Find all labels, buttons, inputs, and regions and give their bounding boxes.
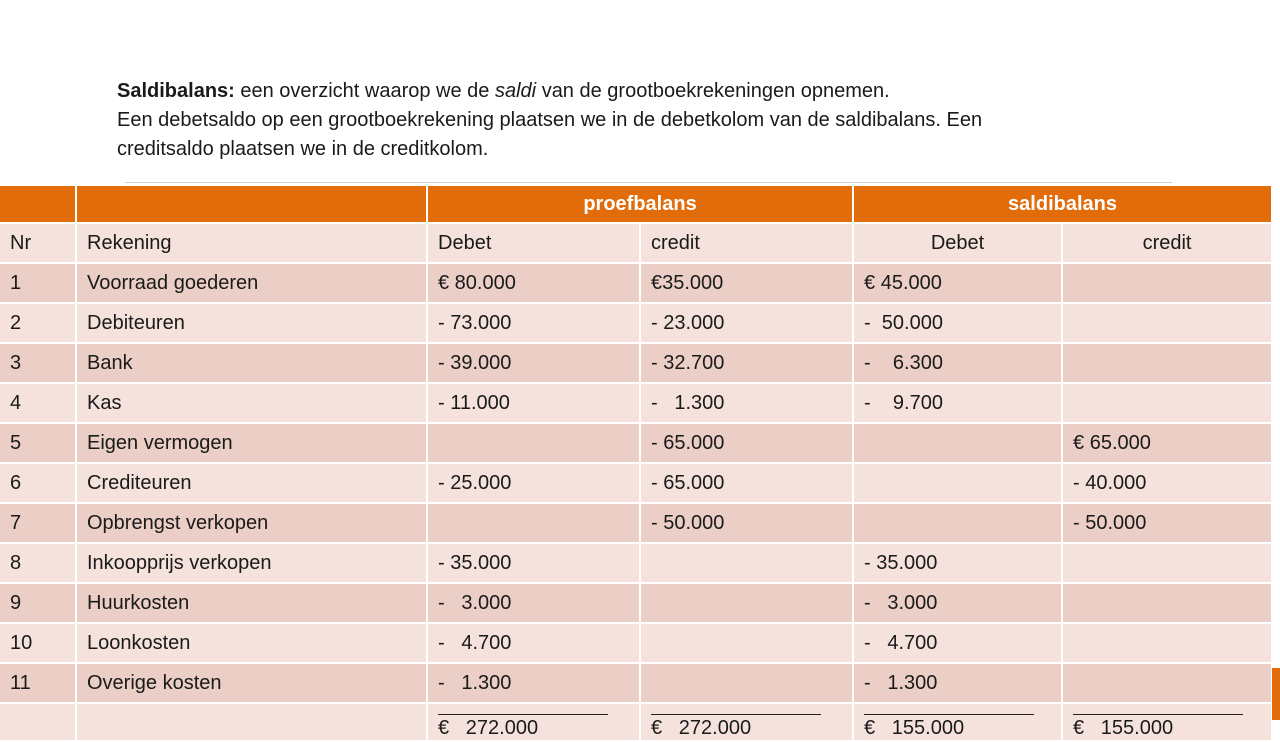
table-row [0,663,1272,703]
cell-pb-debet [427,503,640,543]
cell-pb-credit: - 65.000 [640,423,853,463]
table-row [0,423,1272,463]
cell-sb-credit [1062,383,1272,423]
cell-pb-credit: - 50.000 [640,503,853,543]
cell-nr: 9 [0,583,76,623]
table-row [0,303,1272,343]
balance-table [0,186,1273,742]
total-sb-debet [853,703,1062,741]
table-row [0,623,1272,663]
cell-nr: 11 [0,663,76,703]
cell-sb-debet [853,503,1062,543]
cell-pb-debet: - 73.000 [427,303,640,343]
cell-pb-credit [640,663,853,703]
total-value: € 272.000 [651,714,821,740]
total-empty [0,703,76,741]
cell-rekening: Opbrengst verkopen [76,503,427,543]
cell-rekening: Crediteuren [76,463,427,503]
cell-pb-debet: - 11.000 [427,383,640,423]
intro-line-1-pre: een overzicht waarop we de [240,80,490,102]
total-empty [76,703,427,741]
cell-pb-debet: - 35.000 [427,543,640,583]
table-row [0,463,1272,503]
cell-pb-credit: - 65.000 [640,463,853,503]
cell-pb-debet: - 4.700 [427,623,640,663]
cell-rekening: Inkoopprijs verkopen [76,543,427,583]
cell-nr: 6 [0,463,76,503]
divider [125,182,1172,183]
cell-sb-credit [1062,543,1272,583]
cell-sb-credit [1062,343,1272,383]
col-pb-credit: credit [640,223,853,263]
cell-rekening: Eigen vermogen [76,423,427,463]
total-pb-debet [427,703,640,741]
cell-sb-credit [1062,663,1272,703]
cell-sb-credit: - 40.000 [1062,463,1272,503]
cell-pb-debet [427,423,640,463]
cell-nr: 8 [0,543,76,583]
cell-sb-debet: - 9.700 [853,383,1062,423]
cell-pb-debet: - 25.000 [427,463,640,503]
cell-nr: 4 [0,383,76,423]
cell-nr: 5 [0,423,76,463]
cell-pb-debet: - 3.000 [427,583,640,623]
table-row [0,543,1272,583]
cell-sb-debet: - 6.300 [853,343,1062,383]
cell-sb-debet: - 35.000 [853,543,1062,583]
cell-rekening: Bank [76,343,427,383]
total-value: € 155.000 [864,714,1034,740]
cell-sb-debet: - 3.000 [853,583,1062,623]
header-saldibalans: saldibalans [853,186,1272,223]
cell-sb-credit [1062,263,1272,303]
total-value: € 155.000 [1073,714,1243,740]
cell-pb-debet: - 39.000 [427,343,640,383]
intro-italic-saldi: saldi [494,80,537,102]
cell-nr: 10 [0,623,76,663]
intro-line-1-post: van de grootboekrekeningen opnemen. [541,80,890,102]
total-pb-credit [640,703,853,741]
cell-rekening: Voorraad goederen [76,263,427,303]
intro-line-2: Een debetsaldo op een grootboekrekening plaatsen we in de debetkolom van de saldibalans. Een [117,109,983,131]
header-proefbalans: proefbalans [427,186,853,223]
totals-row [0,703,1272,741]
intro-line-3: creditsaldo plaatsen we in de creditkolom. [117,138,489,160]
col-sb-credit: credit [1062,223,1272,263]
cell-sb-debet: - 4.700 [853,623,1062,663]
slide-accent-bar [1272,668,1280,720]
cell-nr: 2 [0,303,76,343]
table-row [0,343,1272,383]
col-sb-debet: Debet [853,223,1062,263]
cell-pb-credit [640,583,853,623]
term-saldibalans: Saldibalans: [117,80,235,102]
table-row [0,383,1272,423]
cell-sb-debet: - 1.300 [853,663,1062,703]
table-row [0,583,1272,623]
cell-pb-credit [640,623,853,663]
column-header-row [0,223,1272,263]
cell-pb-credit: - 32.700 [640,343,853,383]
group-header-row [0,186,1272,223]
table-row [0,263,1272,303]
cell-sb-credit: € 65.000 [1062,423,1272,463]
cell-pb-credit: €35.000 [640,263,853,303]
cell-rekening: Overige kosten [76,663,427,703]
cell-rekening: Debiteuren [76,303,427,343]
intro-text [117,77,1117,164]
cell-pb-credit: - 1.300 [640,383,853,423]
cell-sb-debet: € 45.000 [853,263,1062,303]
cell-sb-credit [1062,623,1272,663]
total-value: € 272.000 [438,714,608,740]
cell-sb-debet [853,463,1062,503]
header-empty-rekening [76,186,427,223]
col-rekening: Rekening [76,223,427,263]
cell-nr: 7 [0,503,76,543]
header-empty-nr [0,186,76,223]
cell-rekening: Loonkosten [76,623,427,663]
cell-sb-credit [1062,303,1272,343]
cell-sb-credit [1062,583,1272,623]
cell-nr: 1 [0,263,76,303]
cell-sb-credit: - 50.000 [1062,503,1272,543]
cell-sb-debet: - 50.000 [853,303,1062,343]
cell-pb-credit [640,543,853,583]
cell-rekening: Kas [76,383,427,423]
cell-nr: 3 [0,343,76,383]
total-sb-credit [1062,703,1272,741]
cell-sb-debet [853,423,1062,463]
cell-pb-debet: € 80.000 [427,263,640,303]
cell-pb-credit: - 23.000 [640,303,853,343]
intro-line-1 [117,77,1117,106]
table-row [0,503,1272,543]
col-pb-debet: Debet [427,223,640,263]
col-nr: Nr [0,223,76,263]
cell-pb-debet: - 1.300 [427,663,640,703]
cell-rekening: Huurkosten [76,583,427,623]
